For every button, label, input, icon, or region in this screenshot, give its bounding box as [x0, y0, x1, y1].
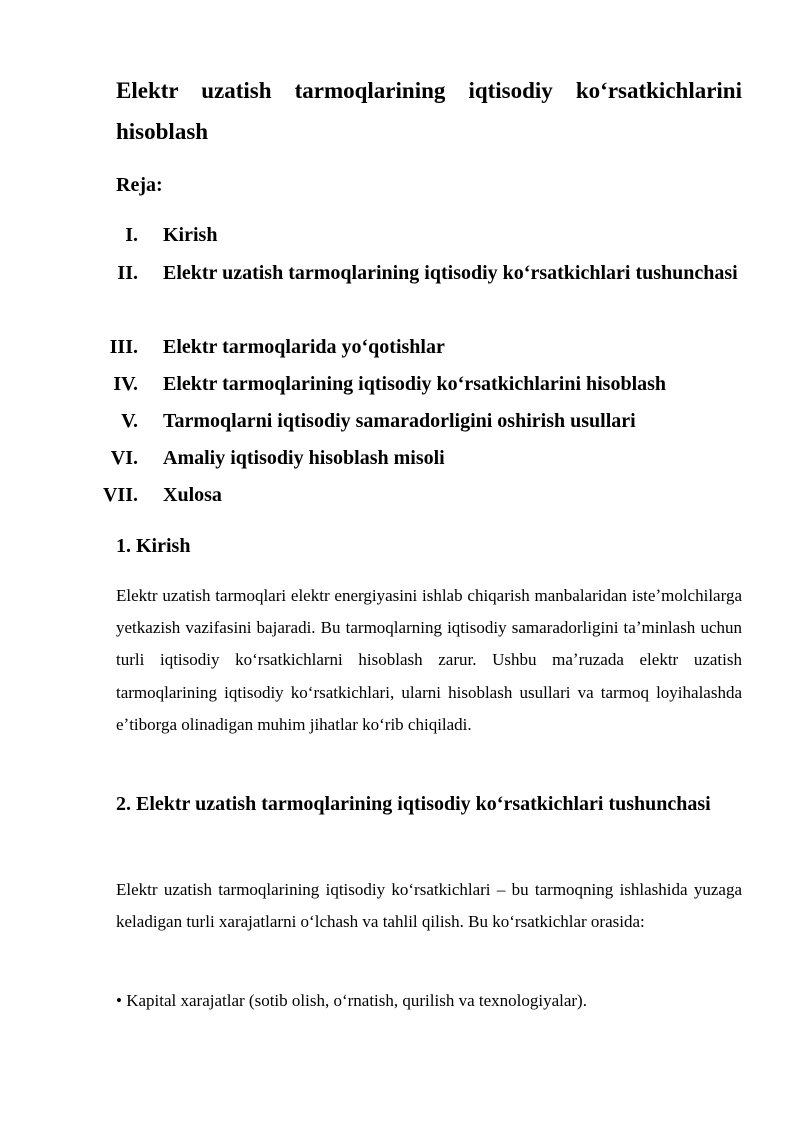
document-title: Elektr uzatish tarmoqlarining iqtisodiy koʻrsatkichlarini hisoblash: [116, 78, 742, 144]
plan-item-text: Elektr tarmoqlarida yoʻqotishlar: [163, 336, 445, 358]
plan-item-number: II.: [117, 262, 138, 284]
section-heading-kirish: 1. Kirish: [116, 535, 191, 557]
plan-item-text: Amaliy iqtisodiy hisoblash misoli: [163, 447, 445, 469]
plan-item-number: V.: [121, 410, 138, 432]
plan-item-number: VII.: [102, 484, 138, 506]
section-paragraph-kirish: Elektr uzatish tarmoqlari elektr energiyasini ishlab chiqarish manbalaridan isteʼmolchilarga yetkazish vazifasini bajaradi. Bu tarmoqlarning iqtisodiy samaradorligini taʼminlash uchun turli iqtisodiy koʻrsatkichlarni hisoblash zarur. Ushbu maʼruzada elektr uzatish tarmoqlarining iqtisodiy koʻrsatkichlari, ularni hisoblash usullari va tarmoq loyihalashda eʼtiborga olinadigan muhim jihatlar koʻrib chiqiladi.: [116, 586, 742, 734]
plan-item-text: Kirish: [163, 224, 218, 246]
bullet-item: • Kapital xarajatlar (sotib olish, oʻrnatish, qurilish va texnologiyalar).: [116, 991, 587, 1010]
plan-item-text: Tarmoqlarni iqtisodiy samaradorligini oshirish usullari: [163, 410, 636, 432]
plan-heading: Reja:: [116, 174, 163, 196]
section-paragraph-tushuncha: Elektr uzatish tarmoqlarining iqtisodiy koʻrsatkichlari – bu tarmoqning ishlashida yuzaga keladigan turli xarajatlarni oʻlchash va tahlil qilish. Bu koʻrsatkichlar orasida:: [116, 880, 742, 932]
plan-item-number: III.: [109, 336, 138, 358]
plan-item-number: VI.: [110, 447, 138, 469]
plan-item-text: Elektr uzatish tarmoqlarining iqtisodiy koʻrsatkichlari tushunchasi: [163, 262, 738, 284]
plan-item-number: IV.: [113, 373, 138, 395]
plan-item-text: Elektr tarmoqlarining iqtisodiy koʻrsatkichlarini hisoblash: [163, 373, 667, 395]
section-heading-tushuncha: 2. Elektr uzatish tarmoqlarining iqtisodiy koʻrsatkichlari tushunchasi: [116, 793, 711, 815]
plan-item-text: Xulosa: [163, 484, 222, 506]
plan-item-number: I.: [125, 224, 138, 246]
